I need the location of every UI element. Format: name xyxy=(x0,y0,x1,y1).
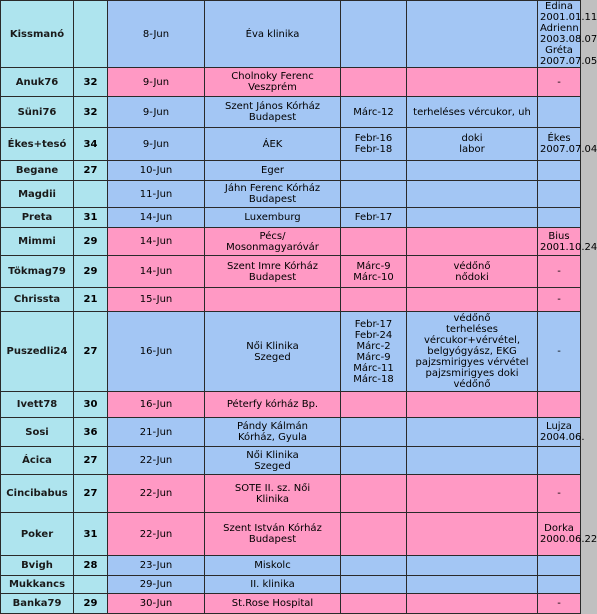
cell-children[interactable]: Bius 2001.10.24 xyxy=(538,228,581,256)
cell-age[interactable]: 30 xyxy=(74,392,108,418)
cell-notes[interactable] xyxy=(407,418,538,447)
cell-age[interactable]: 27 xyxy=(74,312,108,392)
cell-name[interactable]: Anuk76 xyxy=(1,68,74,97)
cell-hospital[interactable]: II. klinika xyxy=(205,576,341,594)
table-row xyxy=(1,128,581,161)
table-row xyxy=(1,68,581,97)
cell-visit-dates[interactable]: Febr-17 xyxy=(341,208,407,228)
cell-notes[interactable] xyxy=(407,68,538,97)
table-row xyxy=(1,256,581,288)
cell-age[interactable]: 32 xyxy=(74,97,108,128)
cell-notes[interactable] xyxy=(407,208,538,228)
cell-due-date[interactable]: 22-Jun xyxy=(108,475,205,513)
cell-name[interactable]: Tökmag79 xyxy=(1,256,74,288)
cell-due-date[interactable]: 22-Jun xyxy=(108,447,205,475)
cell-due-date[interactable]: 11-Jun xyxy=(108,181,205,208)
cell-hospital[interactable]: Jáhn Ferenc Kórház Budapest xyxy=(205,181,341,208)
cell-hospital[interactable]: Miskolc xyxy=(205,556,341,576)
cell-name[interactable]: Banka79 xyxy=(1,594,74,614)
table-row xyxy=(1,556,581,576)
cell-notes[interactable] xyxy=(407,1,538,68)
cell-due-date[interactable]: 15-Jun xyxy=(108,288,205,312)
cell-age[interactable] xyxy=(74,576,108,594)
cell-name[interactable]: Ivett78 xyxy=(1,392,74,418)
cell-notes[interactable]: doki labor xyxy=(407,128,538,161)
cell-hospital[interactable]: Pécs/ Mosonmagyaróvár xyxy=(205,228,341,256)
cell-visit-dates[interactable] xyxy=(341,68,407,97)
cell-age[interactable]: 34 xyxy=(74,128,108,161)
cell-name[interactable]: Ékes+tesó xyxy=(1,128,74,161)
cell-children[interactable]: Dorka 2000.06.22 xyxy=(538,513,581,556)
cell-visit-dates[interactable] xyxy=(341,392,407,418)
cell-hospital[interactable]: Cholnoky Ferenc Veszprém xyxy=(205,68,341,97)
cell-due-date[interactable]: 22-Jun xyxy=(108,513,205,556)
cell-age[interactable] xyxy=(74,181,108,208)
cell-notes[interactable] xyxy=(407,228,538,256)
cell-notes[interactable] xyxy=(407,576,538,594)
cell-due-date[interactable]: 29-Jun xyxy=(108,576,205,594)
table-row xyxy=(1,475,581,513)
cell-notes[interactable] xyxy=(407,594,538,614)
cell-due-date[interactable]: 9-Jun xyxy=(108,68,205,97)
cell-children[interactable] xyxy=(538,392,581,418)
cell-due-date[interactable]: 9-Jun xyxy=(108,97,205,128)
cell-age[interactable]: 32 xyxy=(74,68,108,97)
cell-notes[interactable] xyxy=(407,181,538,208)
cell-notes[interactable] xyxy=(407,392,538,418)
cell-hospital[interactable] xyxy=(205,288,341,312)
cell-visit-dates[interactable] xyxy=(341,1,407,68)
cell-age[interactable]: 21 xyxy=(74,288,108,312)
table-row xyxy=(1,594,581,614)
cell-visit-dates[interactable]: Márc-9 Márc-10 xyxy=(341,256,407,288)
cell-visit-dates[interactable] xyxy=(341,513,407,556)
cell-age[interactable]: 27 xyxy=(74,161,108,181)
cell-visit-dates[interactable] xyxy=(341,288,407,312)
cell-children[interactable]: - xyxy=(538,312,581,392)
table-row xyxy=(1,513,581,556)
table-row xyxy=(1,161,581,181)
cell-age[interactable]: 29 xyxy=(74,228,108,256)
cell-name[interactable]: Cincibabus xyxy=(1,475,74,513)
cell-notes[interactable] xyxy=(407,513,538,556)
table-row xyxy=(1,447,581,475)
cell-notes[interactable]: védőnő nődoki xyxy=(407,256,538,288)
cell-children[interactable] xyxy=(538,576,581,594)
cell-due-date[interactable]: 30-Jun xyxy=(108,594,205,614)
cell-hospital[interactable]: Női Klinika Szeged xyxy=(205,312,341,392)
table-row xyxy=(1,418,581,447)
cell-children[interactable]: - xyxy=(538,288,581,312)
cell-visit-dates[interactable] xyxy=(341,181,407,208)
table-row xyxy=(1,392,581,418)
cell-name[interactable]: Süni76 xyxy=(1,97,74,128)
cell-age[interactable]: 29 xyxy=(74,594,108,614)
cell-children[interactable]: Edina 2001.01.11 Adrienn 2003.08.07 Gréta 2007.07.05 xyxy=(538,1,581,68)
cell-visit-dates[interactable]: Márc-12 xyxy=(341,97,407,128)
cell-hospital[interactable]: Péterfy kórház Bp. xyxy=(205,392,341,418)
cell-due-date[interactable]: 21-Jun xyxy=(108,418,205,447)
cell-visit-dates[interactable] xyxy=(341,228,407,256)
cell-hospital[interactable]: Szent János Kórház Budapest xyxy=(205,97,341,128)
cell-due-date[interactable]: 16-Jun xyxy=(108,392,205,418)
cell-children[interactable] xyxy=(538,447,581,475)
cell-due-date[interactable]: 9-Jun xyxy=(108,128,205,161)
cell-children[interactable] xyxy=(538,208,581,228)
cell-age[interactable]: 31 xyxy=(74,208,108,228)
cell-name[interactable]: Preta xyxy=(1,208,74,228)
cell-age[interactable]: 27 xyxy=(74,475,108,513)
cell-age[interactable]: 28 xyxy=(74,556,108,576)
cell-name[interactable]: Chrissta xyxy=(1,288,74,312)
cell-hospital[interactable]: Szent Imre Kórház Budapest xyxy=(205,256,341,288)
cell-hospital[interactable]: Szent István Kórház Budapest xyxy=(205,513,341,556)
cell-hospital[interactable]: Luxemburg xyxy=(205,208,341,228)
cell-children[interactable] xyxy=(538,161,581,181)
cell-notes[interactable] xyxy=(407,288,538,312)
cell-name[interactable]: Puszedli24 xyxy=(1,312,74,392)
cell-name[interactable]: Ácica xyxy=(1,447,74,475)
cell-notes[interactable] xyxy=(407,556,538,576)
table-row xyxy=(1,208,581,228)
cell-notes[interactable] xyxy=(407,447,538,475)
cell-hospital[interactable]: Női Klinika Szeged xyxy=(205,447,341,475)
cell-notes[interactable]: védőnő terheléses vércukor+vérvétel, belgyógyász, EKG pajzsmirigyes vérvétel pajzsmirigyes doki védőnő xyxy=(407,312,538,392)
cell-age[interactable] xyxy=(74,1,108,68)
cell-age[interactable]: 36 xyxy=(74,418,108,447)
cell-visit-dates[interactable] xyxy=(341,556,407,576)
table-row xyxy=(1,288,581,312)
cell-name[interactable]: Poker xyxy=(1,513,74,556)
cell-notes[interactable] xyxy=(407,475,538,513)
cell-children[interactable]: - xyxy=(538,475,581,513)
cell-name[interactable]: Magdii xyxy=(1,181,74,208)
cell-due-date[interactable]: 14-Jun xyxy=(108,228,205,256)
cell-children[interactable]: Lujza 2004.06. xyxy=(538,418,581,447)
cell-due-date[interactable]: 8-Jun xyxy=(108,1,205,68)
cell-notes[interactable]: terheléses vércukor, uh xyxy=(407,97,538,128)
table-body xyxy=(1,1,597,614)
cell-name[interactable]: Bvigh xyxy=(1,556,74,576)
cell-hospital[interactable]: Éva klinika xyxy=(205,1,341,68)
cell-visit-dates[interactable] xyxy=(341,475,407,513)
cell-name[interactable]: Mukkancs xyxy=(1,576,74,594)
cell-due-date[interactable]: 14-Jun xyxy=(108,256,205,288)
cell-children[interactable] xyxy=(538,97,581,128)
cell-children[interactable]: - xyxy=(538,68,581,97)
cell-hospital[interactable]: Eger xyxy=(205,161,341,181)
table-row xyxy=(1,181,581,208)
cell-children[interactable] xyxy=(538,181,581,208)
cell-age[interactable]: 31 xyxy=(74,513,108,556)
cell-visit-dates[interactable] xyxy=(341,161,407,181)
cell-children[interactable] xyxy=(538,556,581,576)
cell-age[interactable]: 27 xyxy=(74,447,108,475)
table-row xyxy=(1,576,581,594)
cell-due-date[interactable]: 14-Jun xyxy=(108,208,205,228)
cell-hospital[interactable]: ÁEK xyxy=(205,128,341,161)
cell-visit-dates[interactable]: Febr-17 Febr-24 Márc-2 Márc-9 Márc-11 Márc-18 xyxy=(341,312,407,392)
cell-age[interactable]: 29 xyxy=(74,256,108,288)
table-row xyxy=(1,97,581,128)
cell-visit-dates[interactable] xyxy=(341,418,407,447)
cell-due-date[interactable]: 23-Jun xyxy=(108,556,205,576)
cell-name[interactable]: Mimmi xyxy=(1,228,74,256)
cell-visit-dates[interactable] xyxy=(341,576,407,594)
cell-children[interactable]: Ékes 2007.07.04 xyxy=(538,128,581,161)
cell-hospital[interactable]: Pándy Kálmán Kórház, Gyula xyxy=(205,418,341,447)
cell-visit-dates[interactable]: Febr-16 Febr-18 xyxy=(341,128,407,161)
cell-name[interactable]: Sosi xyxy=(1,418,74,447)
cell-visit-dates[interactable] xyxy=(341,447,407,475)
cell-hospital[interactable]: SOTE II. sz. Női Klinika xyxy=(205,475,341,513)
cell-due-date[interactable]: 16-Jun xyxy=(108,312,205,392)
cell-children[interactable]: - xyxy=(538,256,581,288)
cell-children[interactable]: - xyxy=(538,594,581,614)
table-row xyxy=(1,1,581,68)
cell-notes[interactable] xyxy=(407,161,538,181)
cell-name[interactable]: Begane xyxy=(1,161,74,181)
cell-due-date[interactable]: 10-Jun xyxy=(108,161,205,181)
cell-visit-dates[interactable] xyxy=(341,594,407,614)
table-row xyxy=(1,228,581,256)
cell-hospital[interactable]: St.Rose Hospital xyxy=(205,594,341,614)
cell-name[interactable]: Kissmanó xyxy=(1,1,74,68)
table-row xyxy=(1,312,581,392)
